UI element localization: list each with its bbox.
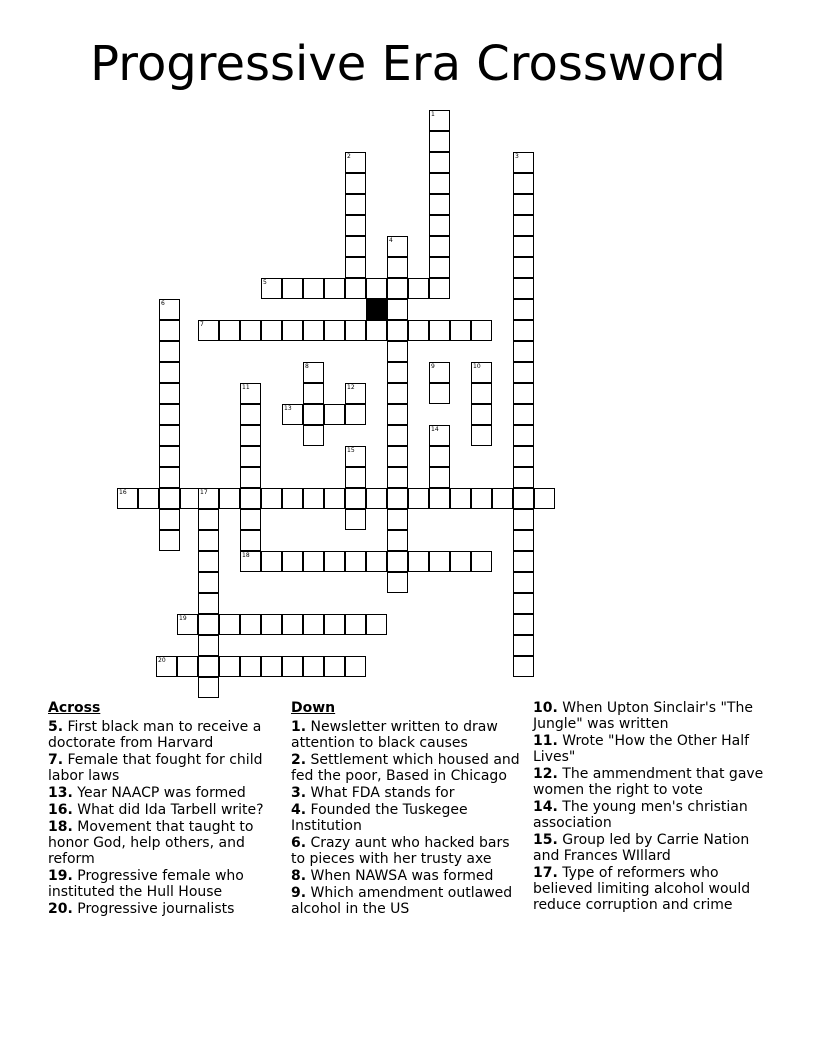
grid-cell[interactable] (159, 446, 180, 467)
grid-cell[interactable] (513, 656, 534, 677)
grid-cell[interactable] (429, 467, 450, 488)
clue-number-label: 1. (291, 719, 307, 735)
clue-text: Type of reformers who believed limiting alcohol would reduce corruption and crime (533, 865, 751, 913)
clue-number-label: 19. (48, 868, 73, 884)
grid-cell[interactable] (303, 404, 324, 425)
grid-cell[interactable] (159, 530, 180, 551)
clue-text: The ammendment that gave women the right to vote (533, 766, 764, 798)
clue-number-label: 12. (533, 766, 558, 782)
page-title: Progressive Era Crossword (90, 36, 726, 92)
grid-cell[interactable] (387, 467, 408, 488)
clue-number: 7 (200, 321, 204, 328)
clue-number-label: 13. (48, 785, 73, 801)
grid-cell[interactable] (429, 173, 450, 194)
grid-cell[interactable] (513, 446, 534, 467)
clue-text: Year NAACP was formed (77, 785, 246, 801)
clue-number: 10 (473, 363, 481, 370)
grid-cell[interactable] (513, 467, 534, 488)
grid-cell[interactable] (471, 320, 492, 341)
grid-cell[interactable] (282, 656, 303, 677)
clue-number: 18 (242, 552, 250, 559)
clue-number: 11 (242, 384, 250, 391)
grid-cell[interactable] (513, 299, 534, 320)
grid-cell[interactable] (345, 194, 366, 215)
grid-cell[interactable] (513, 404, 534, 425)
clue-number: 6 (161, 300, 165, 307)
clue (48, 901, 280, 917)
grid-cell[interactable] (471, 404, 492, 425)
grid-cell[interactable] (219, 320, 240, 341)
grid-cell[interactable] (159, 425, 180, 446)
clue-number-label: 2. (291, 752, 307, 768)
grid-cell[interactable] (303, 488, 324, 509)
grid-cell[interactable] (240, 509, 261, 530)
grid-cell[interactable] (387, 446, 408, 467)
clue-text: Progressive female who instituted the Hull House (48, 868, 244, 900)
down-clues-continued (533, 700, 765, 914)
grid-cell[interactable] (261, 656, 282, 677)
grid-cell[interactable] (345, 656, 366, 677)
grid-cell[interactable] (429, 488, 450, 509)
grid-cell[interactable] (324, 614, 345, 635)
clue (291, 719, 523, 751)
clue-number-label: 6. (291, 835, 307, 851)
grid-cell[interactable] (513, 278, 534, 299)
grid-cell[interactable] (345, 614, 366, 635)
grid-cell[interactable] (219, 488, 240, 509)
clue (533, 832, 765, 864)
clue-text: First black man to receive a doctorate from Harvard (48, 719, 262, 751)
grid-cell[interactable] (324, 656, 345, 677)
grid-cell[interactable] (387, 530, 408, 551)
clue (533, 865, 765, 913)
clue (291, 785, 523, 801)
clue-text: When Upton Sinclair's "The Jungle" was written (533, 700, 753, 732)
clue-number-label: 14. (533, 799, 558, 815)
grid-cell[interactable] (345, 320, 366, 341)
clue (533, 766, 765, 798)
clue-number: 15 (347, 447, 355, 454)
grid-cell[interactable] (198, 656, 219, 677)
clue-text: Settlement which housed and fed the poor, Based in Chicago (291, 752, 520, 784)
clue-number-label: 18. (48, 819, 73, 835)
grid-cell[interactable] (198, 614, 219, 635)
grid-cell[interactable] (345, 215, 366, 236)
clue-number: 5 (263, 279, 267, 286)
grid-cell[interactable] (345, 509, 366, 530)
clue-number: 17 (200, 489, 208, 496)
clue-number-label: 5. (48, 719, 64, 735)
grid-cell[interactable] (429, 257, 450, 278)
grid-cell[interactable] (303, 383, 324, 404)
clue (48, 819, 280, 867)
grid-cell[interactable] (282, 614, 303, 635)
grid-cell[interactable] (345, 551, 366, 572)
grid-cell[interactable] (366, 614, 387, 635)
grid-cell[interactable] (303, 320, 324, 341)
grid-cell[interactable] (177, 656, 198, 677)
grid-cell[interactable] (471, 488, 492, 509)
grid-cell[interactable] (387, 404, 408, 425)
grid-cell[interactable] (240, 530, 261, 551)
grid-cell[interactable] (429, 320, 450, 341)
grid-cell[interactable] (324, 278, 345, 299)
grid-cell[interactable] (471, 425, 492, 446)
clue-number-label: 11. (533, 733, 558, 749)
grid-cell[interactable] (345, 236, 366, 257)
grid-cell[interactable] (198, 572, 219, 593)
grid-cell[interactable] (513, 257, 534, 278)
grid-cell[interactable] (387, 299, 408, 320)
clue-text: Which amendment outlawed alcohol in the US (291, 885, 513, 917)
clue-number-label: 16. (48, 802, 73, 818)
clue-number-label: 9. (291, 885, 307, 901)
grid-cell[interactable] (282, 488, 303, 509)
grid-cell[interactable] (261, 488, 282, 509)
grid-cell[interactable] (387, 320, 408, 341)
grid-cell[interactable] (240, 656, 261, 677)
clue (291, 752, 523, 784)
grid-cell[interactable] (159, 362, 180, 383)
clue-number: 14 (431, 426, 439, 433)
grid-cell[interactable] (138, 488, 159, 509)
grid-cell[interactable] (450, 551, 471, 572)
clue-text: Group led by Carrie Nation and Frances WIllard (533, 832, 750, 864)
grid-cell[interactable] (261, 551, 282, 572)
grid-cell[interactable] (366, 488, 387, 509)
clue-number: 2 (347, 153, 351, 160)
grid-cell[interactable] (366, 278, 387, 299)
grid-cell[interactable] (513, 383, 534, 404)
grid-cell[interactable] (240, 467, 261, 488)
grid-cell[interactable] (198, 635, 219, 656)
clue-text: Crazy aunt who hacked bars to pieces with her trusty axe (291, 835, 510, 867)
clue (533, 799, 765, 831)
grid-cell[interactable] (345, 257, 366, 278)
clue (48, 752, 280, 784)
grid-cell[interactable] (198, 677, 219, 698)
grid-cell[interactable] (345, 467, 366, 488)
down-clues (291, 700, 523, 918)
grid-cell[interactable] (282, 278, 303, 299)
grid-cell[interactable] (303, 551, 324, 572)
grid-cell[interactable] (513, 488, 534, 509)
grid-cell[interactable] (513, 173, 534, 194)
grid-cell[interactable] (303, 614, 324, 635)
grid-cell[interactable] (513, 572, 534, 593)
grid-cell[interactable] (513, 362, 534, 383)
clue-number-label: 3. (291, 785, 307, 801)
grid-cell[interactable] (198, 551, 219, 572)
clue (291, 835, 523, 867)
grid-cell[interactable] (324, 488, 345, 509)
clue-number-label: 20. (48, 901, 73, 917)
clue-text: Wrote "How the Other Half Lives" (533, 733, 750, 765)
clue (48, 802, 280, 818)
grid-cell[interactable] (429, 551, 450, 572)
clue-text: What did Ida Tarbell write? (77, 802, 264, 818)
grid-cell[interactable] (450, 488, 471, 509)
grid-cell[interactable] (303, 656, 324, 677)
grid-cell[interactable] (408, 320, 429, 341)
clue (291, 802, 523, 834)
clue-number-label: 10. (533, 700, 558, 716)
grid-cell[interactable] (387, 362, 408, 383)
grid-cell[interactable] (159, 341, 180, 362)
grid-cell[interactable] (429, 236, 450, 257)
grid-cell[interactable] (261, 320, 282, 341)
grid-cell[interactable] (513, 614, 534, 635)
grid-cell[interactable] (159, 467, 180, 488)
across-clues (48, 700, 280, 918)
grid-cell[interactable] (387, 488, 408, 509)
grid-cell[interactable] (240, 446, 261, 467)
grid-cell[interactable] (345, 173, 366, 194)
clue-text: What FDA stands for (310, 785, 455, 801)
grid-cell[interactable] (513, 341, 534, 362)
clue-number-label: 4. (291, 802, 307, 818)
clue-number: 20 (158, 657, 166, 664)
grid-cell[interactable] (282, 320, 303, 341)
clue-number: 9 (431, 363, 435, 370)
grid-cell[interactable] (513, 236, 534, 257)
grid-cell[interactable] (345, 488, 366, 509)
clue (533, 733, 765, 765)
clue-number: 3 (515, 153, 519, 160)
grid-cell[interactable] (159, 488, 180, 509)
grid-cell[interactable] (219, 614, 240, 635)
clue-number-label: 17. (533, 865, 558, 881)
grid-cell[interactable] (513, 194, 534, 215)
grid-cell[interactable] (429, 131, 450, 152)
grid-cell[interactable] (429, 278, 450, 299)
grid-cell[interactable] (282, 551, 303, 572)
clue-number: 4 (389, 237, 393, 244)
grid-cell[interactable] (345, 404, 366, 425)
grid-cell[interactable] (387, 383, 408, 404)
clue (48, 785, 280, 801)
grid-cell[interactable] (471, 383, 492, 404)
grid-cell[interactable] (159, 404, 180, 425)
grid-cell[interactable] (303, 278, 324, 299)
grid-cell[interactable] (345, 278, 366, 299)
grid-cell[interactable] (324, 320, 345, 341)
black-square (366, 299, 387, 320)
grid-cell[interactable] (198, 593, 219, 614)
clue-number: 8 (305, 363, 309, 370)
clue-text: Female that fought for child labor laws (48, 752, 263, 784)
grid-cell[interactable] (261, 614, 282, 635)
grid-cell[interactable] (159, 509, 180, 530)
grid-cell[interactable] (408, 278, 429, 299)
clue (533, 700, 765, 732)
grid-cell[interactable] (240, 614, 261, 635)
grid-cell[interactable] (240, 320, 261, 341)
clue-text: When NAWSA was formed (310, 868, 494, 884)
grid-cell[interactable] (429, 194, 450, 215)
clue-number-label: 7. (48, 752, 64, 768)
grid-cell[interactable] (387, 341, 408, 362)
clue-number: 13 (284, 405, 292, 412)
grid-cell[interactable] (471, 551, 492, 572)
grid-cell[interactable] (387, 551, 408, 572)
grid-cell[interactable] (387, 278, 408, 299)
grid-cell[interactable] (366, 551, 387, 572)
grid-cell[interactable] (450, 320, 471, 341)
grid-cell[interactable] (429, 446, 450, 467)
grid-cell[interactable] (513, 635, 534, 656)
clue-number: 16 (119, 489, 127, 496)
clue-number: 19 (179, 615, 187, 622)
grid-cell[interactable] (513, 551, 534, 572)
clue-number-label: 15. (533, 832, 558, 848)
clue-text: Movement that taught to honor God, help others, and reform (48, 819, 254, 867)
grid-cell[interactable] (513, 530, 534, 551)
grid-cell[interactable] (240, 404, 261, 425)
grid-cell[interactable] (513, 215, 534, 236)
grid-cell[interactable] (387, 425, 408, 446)
clue-number-label: 8. (291, 868, 307, 884)
clue (48, 868, 280, 900)
grid-cell[interactable] (408, 551, 429, 572)
grid-cell[interactable] (366, 320, 387, 341)
grid-cell[interactable] (513, 425, 534, 446)
grid-cell[interactable] (240, 425, 261, 446)
grid-cell[interactable] (387, 257, 408, 278)
clue-text: Progressive journalists (77, 901, 235, 917)
grid-cell[interactable] (513, 320, 534, 341)
grid-cell[interactable] (198, 530, 219, 551)
clue-number: 12 (347, 384, 355, 391)
clue-text: Founded the Tuskegee Institution (291, 802, 468, 834)
clue-text: Newsletter written to draw attention to black causes (291, 719, 498, 751)
grid-cell[interactable] (387, 572, 408, 593)
grid-cell[interactable] (513, 509, 534, 530)
grid-cell[interactable] (408, 488, 429, 509)
grid-cell[interactable] (387, 509, 408, 530)
grid-cell[interactable] (429, 383, 450, 404)
grid-cell[interactable] (429, 215, 450, 236)
grid-cell[interactable] (159, 383, 180, 404)
grid-cell[interactable] (324, 404, 345, 425)
grid-cell[interactable] (219, 656, 240, 677)
grid-cell[interactable] (492, 488, 513, 509)
grid-cell[interactable] (198, 509, 219, 530)
across-heading: Across (48, 700, 101, 716)
grid-cell[interactable] (240, 488, 261, 509)
grid-cell[interactable] (513, 593, 534, 614)
clue (48, 719, 280, 751)
clue-text: The young men's christian association (533, 799, 748, 831)
grid-cell[interactable] (429, 152, 450, 173)
clue (291, 868, 523, 884)
clue-number: 1 (431, 111, 435, 118)
grid-cell[interactable] (159, 320, 180, 341)
clue (291, 885, 523, 917)
down-heading: Down (291, 700, 336, 716)
grid-cell[interactable] (324, 551, 345, 572)
grid-cell[interactable] (534, 488, 555, 509)
grid-cell[interactable] (303, 425, 324, 446)
